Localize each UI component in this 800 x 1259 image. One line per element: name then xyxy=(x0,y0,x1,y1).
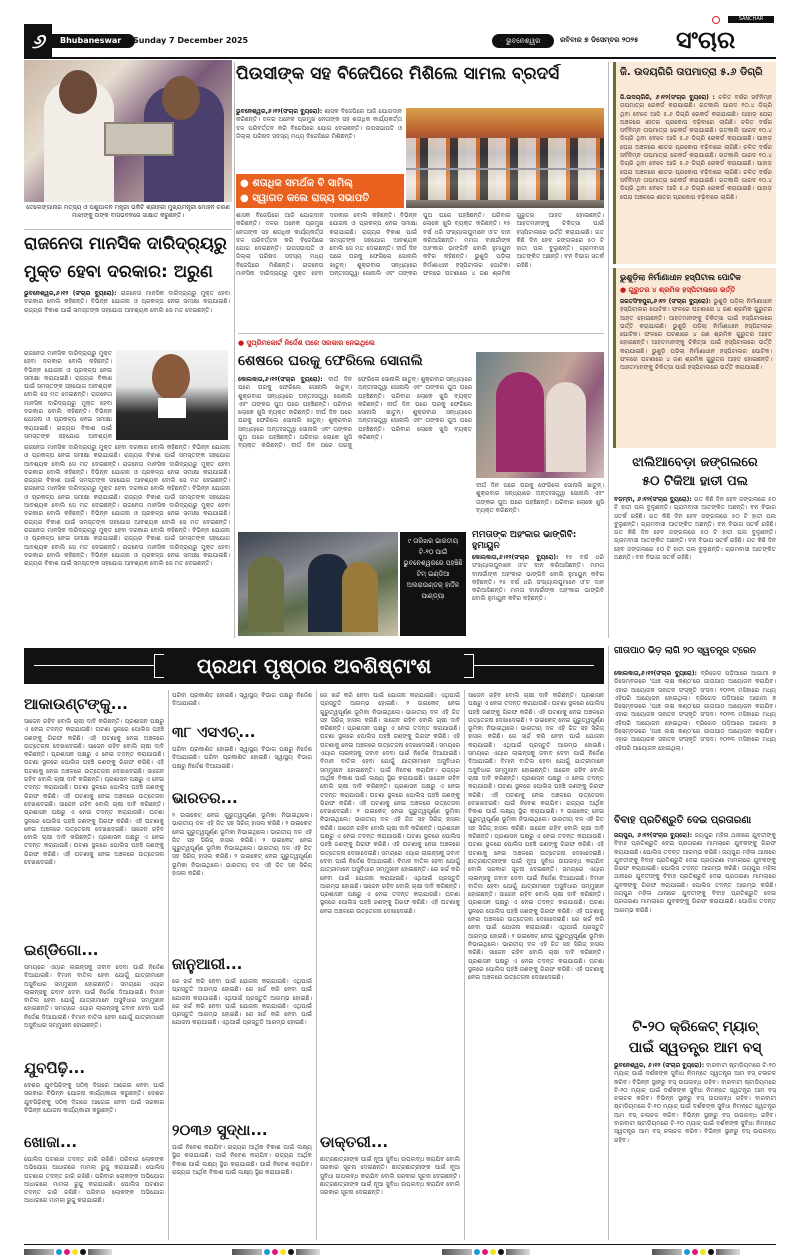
grayscale-swatch xyxy=(232,1249,262,1255)
story-text: ଗତ କିଛି ଦିନ ହେବ ଜଙ୍ଗଲରେ ୫୦ ଟି ହାତୀ ପଲ ବୁଲୁଛନ୍ତି। ଗ୍ରାମବାସୀ ଆତଙ୍କିତ ଅଛନ୍ତି। ବନ ବିଭାଗ ସତର୍କ ରହିଛି। xyxy=(516,228,604,269)
story-text: ଜୟପୁର ମହିଳା ଥାନାରେ ଯୁବତୀଙ୍କୁ ବିବାହ ପ୍ରତିଶ୍ରୁତି ଦେଇ ପ୍ରତାରଣା ମାମଲାରେ ଯୁବକଙ୍କୁ ଗିରଫ କରାଯାଇଛି। ପୋଲିସ ତଦନ୍ତ ଆରମ୍ଭ କରିଛି। xyxy=(614,890,776,914)
story-text: ରେ ଖର୍ଚ୍ଚ କରି ନେବା ପାଇଁ ଯୋଜନା କରାଯାଇଛି। ଏଥିପାଇଁ ପ୍ରସ୍ତୁତି ଆରମ୍ଭ ହୋଇଛି। xyxy=(172,978,312,994)
headline-elephants-line1: ଝାଲିଆବେଡ଼ା ଜଙ୍ଗଲରେ xyxy=(632,455,758,470)
headline-bjp: ପିଉସୀଙ୍କ ସହ ବିଜେପିରେ ମିଶିଲେ ସାମଲ ବ୍ରଦର୍ସ xyxy=(236,64,560,84)
column-rule xyxy=(464,690,465,1240)
story-text: ରାଜନେତା ମାନସିକ ଦାରିଦ୍ର୍ୟରୁ ମୁକ୍ତ ହେବା ଦରକାର ବୋଲି କହିଛନ୍ତି। ବିଭିନ୍ନ ଯୋଜନା ଓ ପ୍ରକଳ୍ପ ନେଇ ସମୀକ୍ଷା କରାଯାଇଛି। ରାଜ୍ୟର ବିକାଶ ପାଇଁ ସମସ୍ତଙ୍କ ସହଯୋଗ ଆବଶ୍ୟକ ବୋଲି ସେ ମତ ଦେଇଛନ୍ତି। xyxy=(24,290,230,314)
print-color-bar xyxy=(652,1248,740,1255)
story-text: ସମୟରେ ଏୟାର ଲାଇନ୍ସକୁ ଜବାବ ଦେବା ପାଇଁ ନିର୍ଦ୍ଦେଶ ଦିଆଯାଇଛି। ବିମାନ ବାତିଲ ହେବା ଯୋଗୁଁ ଯାତ୍ରୀମାନେ ଅସୁବିଧାର ସମ୍ମୁଖୀନ ହୋଇଛନ୍ତି। xyxy=(320,741,460,774)
story-text: ଦେଶର ଯୁବପିଢ଼ିଙ୍କୁ ସଠିକ୍ ଦିଗରେ ଆଗେଇ ନେବା ପାଇଁ ସରକାର ବିଭିନ୍ନ ଯୋଜନା କାର୍ଯ୍ୟକାରୀ କରୁଛନ୍ତି। xyxy=(24,1082,164,1098)
magenta-dot xyxy=(482,1249,488,1255)
story-mamata-body xyxy=(472,554,604,636)
story-text: ଦୀର୍ଘ ଦିନ ପରେ ଘରକୁ ଫେରିଲେ ସୋନାଲି ଖାତୁନ୍। ଶୁକ୍ରବାର ସନ୍ଧ୍ୟାରେ ଅନ୍ତଃସତ୍ତ୍ୱା ସୋନାଲି ଏବଂ ତାଙ୍କର ପୁଅ ଘରେ ପହଞ୍ଚିଛନ୍ତି। ପରିବାର ଲୋକେ ଖୁସି ବ୍ୟକ୍ତ କରିଛନ୍ତି। xyxy=(238,376,352,417)
photo-sonali xyxy=(476,352,604,478)
headline-arun-line2: ମୁକ୍ତ ହେବା ଦରକାର: ଅରୁଣ xyxy=(24,262,213,282)
story-text: ବ୍ରିଗେଡ ପଡ଼ିଆରେ ଆଗାମୀ ୭ ଡିସେମ୍ବରରେ 'ପାଞ୍ଚ ଲକ୍ଷ କଣ୍ଠ'ରେ ଗୀତାପାଠ ଆୟୋଜନ କରାଯିବ। ଏହାର ଆୟୋଜକ ସନାତନ ସଂସ୍କୃତି ସଂସଦ। ୨୦୨୩ ମସିହାରେ ମଧ୍ୟ ଏହିପରି ଆୟୋଜନ ହୋଇଥିଲା। xyxy=(614,694,776,727)
yellow-dot xyxy=(280,1249,286,1255)
headline-arun-line1: ରାଜନେତା ମାନସିକ ଦାରିଦ୍ର୍ୟରୁ xyxy=(24,234,227,254)
page-number: ୬ xyxy=(24,24,52,58)
story-text: ରେ ଖର୍ଚ୍ଚ କରି ନେବା ପାଇଁ ଯୋଜନା କରାଯାଇଛି। ଏଥିପାଇଁ ପ୍ରସ୍ତୁତି ଆରମ୍ଭ ହୋଇଛି। xyxy=(172,986,312,1002)
photo-caption-cricket: ୯ ତାରିଖର ଭାରତୀୟ ଟି-୨୦ ପାଇଁ ଭୁବନେଶ୍ୱରରେ ପହଞ୍ଚିଛି ଟିମ୍ ଇଣ୍ଡିଆ ଅଲରାଉଣ୍ଡର୍ ହାର୍ଦ୍ଦିକ ପାଣ୍ଡ୍ୟା xyxy=(400,532,466,636)
dateline: କୋଲକାତା,୬।୧୨(ସଂଚାର ବ୍ୟୁରୋ): xyxy=(472,554,559,561)
photo-figure xyxy=(496,372,544,472)
grayscale-swatch xyxy=(88,1249,112,1255)
dateline: ଭୁବନେଶ୍ୱର,୬।୧୨(ସଂଚାର ବ୍ୟୁରୋ): xyxy=(236,108,323,115)
continuation-body xyxy=(172,746,312,784)
continuation-body xyxy=(172,812,312,950)
headline-train: ଗୀତାପାଠ ଭିଡ଼ ଲାଗି ୨୦ ସ୍ୱତନ୍ତ୍ର ଟ୍ରେନ xyxy=(614,646,757,656)
headline-hospital: ଭୁଶୁଡ଼ିଲା ନିର୍ମାଣାଧୀନ ହସ୍ପିଟାଲ ପୋଟିକ xyxy=(620,273,741,282)
story-text: ପରିବା ପ୍ରକାଶିତ ହୋଇଛି। ସ୍ୱାସ୍ଥ୍ୟ ବିଭାଗ ପକ୍ଷରୁ ନିର୍ଦ୍ଦେଶ ଦିଆଯାଇଛି। xyxy=(172,692,312,708)
story-text: ପାଇଁ ନିବେଶ କରାଯିବ। ରାଜ୍ୟର ଆର୍ଥିକ ବିକାଶ ପାଇଁ ଲକ୍ଷ୍ୟ ସ୍ଥିର କରାଯାଇଛି। xyxy=(320,766,460,782)
story-t20-body xyxy=(614,1062,776,1238)
story-text: ଜୟପୁର ମହିଳା ଥାନାରେ ଯୁବତୀଙ୍କୁ ବିବାହ ପ୍ରତିଶ୍ରୁତି ଦେଇ ପ୍ରତାରଣା ମାମଲାରେ ଯୁବକଙ୍କୁ ଗିରଫ କରାଯାଇଛି। ପୋଲିସ ତଦନ୍ତ ଆରମ୍ଭ କରିଛି। xyxy=(614,832,776,856)
bullet-hospital: ● ଗୁରୁତର ୪ ଶ୍ରମିକ ହସ୍ପିଟାଲରେ ଭର୍ତ୍ତି xyxy=(620,286,736,294)
story-text: ରେ ଖର୍ଚ୍ଚ କରି ନେବା ପାଇଁ ଯୋଜନା କରାଯାଇଛି। ଏଥିପାଇଁ ପ୍ରସ୍ତୁତି ଆରମ୍ଭ ହୋଇଛି। xyxy=(468,733,604,749)
story-text: ରାଜନେତା ମାନସିକ ଦାରିଦ୍ର୍ୟରୁ ମୁକ୍ତ ହେବା ଦରକାର ବୋଲି କହିଛନ୍ତି। ବିଭିନ୍ନ ଯୋଜନା ଓ ପ୍ରକଳ୍ପ ନେଇ ସମୀକ୍ଷା କରାଯାଇଛି। ରାଜ୍ୟର ବିକାଶ ପାଇଁ ସମସ୍ତଙ୍କ ସହଯୋଗ ଆବଶ୍ୟକ ବୋଲି ସେ ମତ ଦେଇଛନ୍ତି। xyxy=(24,460,230,485)
story-text: ରାଜନେତା ମାନସିକ ଦାରିଦ୍ର୍ୟରୁ ମୁକ୍ତ ହେବା ଦରକାର ବୋଲି କହିଛନ୍ତି। ବିଭିନ୍ନ ଯୋଜନା ଓ ପ୍ରକଳ୍ପ ନେଇ ସମୀକ୍ଷା କରାଯାଇଛି। ରାଜ୍ୟର ବିକାଶ ପାଇଁ ସମସ୍ତଙ୍କ ସହଯୋଗ ଆବଶ୍ୟକ ବୋଲି ସେ ମତ ଦେଇଛନ୍ତି। xyxy=(24,350,112,399)
story-elephants-body xyxy=(614,496,776,636)
story-udayagiri-body xyxy=(620,94,772,260)
photo-caption: ତେଲେଙ୍ଗାନାର ମତ୍ସ୍ୟ ଓ ପଶୁପାଳନ ମନ୍ତ୍ରୀ ଭକିଟି ଶ୍ରୀହରୀ ମୁଖ୍ୟମନ୍ତ୍ରୀ ମୋହନ ଚରଣ ମାଝୀଙ୍କୁ ତାଙ୍କ ବାସଭବନରେ ସାକ୍ଷାତ କରୁଛନ୍ତି। xyxy=(26,204,230,219)
story-text: ୨ ଉଇକେଟ୍ ନେଇ ଗୁରୁତ୍ୱପୂର୍ଣ୍ଣ ଭୂମିକା ନିଭାଇଥିଲେ। ଭାରତୀୟ ଦଳ ଏହି ଜିତ ସହ ସିରିଜ୍ ହାସଲ କରିଛି। xyxy=(468,716,604,741)
story-text: ସମୟରେ ଏୟାର ଲାଇନ୍ସକୁ ଜବାବ ଦେବା ପାଇଁ ନିର୍ଦ୍ଦେଶ ଦିଆଯାଇଛି। ବିମାନ ବାତିଲ ହେବା ଯୋଗୁଁ ଯାତ୍ରୀମାନେ ଅସୁବିଧାର ସମ୍ମୁଖୀନ ହୋଇଛନ୍ତି। xyxy=(24,980,164,1013)
magenta-dot xyxy=(692,1249,698,1255)
story-hospital-body xyxy=(620,298,772,444)
continuation-body xyxy=(320,692,460,1126)
section-heading: ୨୦୩୬ ସୁଦ୍ଧା... xyxy=(172,1121,268,1139)
continuation-body xyxy=(24,1156,164,1240)
photo-hardik-arrival xyxy=(238,532,398,636)
continuation-body xyxy=(24,964,164,1054)
story-text: ଛାତ୍ରଛାତ୍ରୀଙ୍କ ପାଇଁ ନୂଆ ସୁବିଧା ଉପଲବ୍ଧ କରାଯିବ ବୋଲି ସରକାର ସୂଚନା ଦେଇଛନ୍ତି। xyxy=(320,1164,460,1180)
black-dot xyxy=(708,1249,714,1255)
story-text: ସାଜେନ ରହିବ ବୋଲି ଚାଷୀ ଦାବି କରିଛନ୍ତି। ପ୍ରଶାସନ ପକ୍ଷରୁ ଏ ନେଇ ତଦନ୍ତ କରାଯାଉଛି। ଘଟଣା ସ୍ଥଳରେ ପୋଲିସ ପହଞ୍ଚି ଜଣଙ୍କୁ ଗିରଫ କରିଛି। ଏହି ଘଟଣାକୁ ନେଇ ଅଞ୍ଚଳରେ ଉତ୍ତେଜନା ଦେଖାଦେଇଛି। xyxy=(468,891,604,924)
story-text: ବ୍ରିଗେଡ ପଡ଼ିଆରେ ଆଗାମୀ ୭ ଡିସେମ୍ବରରେ 'ପାଞ୍ଚ ଲକ୍ଷ କଣ୍ଠ'ରେ ଗୀତାପାଠ ଆୟୋଜନ କରାଯିବ। ଏହାର ଆୟୋଜକ ସନାତନ ସଂସ୍କୃତି ସଂସଦ। ୨୦୨୩ ମସିହାରେ ମଧ୍ୟ ଏହିପରି ଆୟୋଜନ ହୋଇଥିଲା। xyxy=(614,719,776,752)
logo-dot-icon xyxy=(712,16,720,24)
print-color-bar xyxy=(442,1248,530,1255)
story-text: ୨ ଉଇକେଟ୍ ନେଇ ଗୁରୁତ୍ୱପୂର୍ଣ୍ଣ ଭୂମିକା ନିଭାଇଥିଲେ। ଭାରତୀୟ ଦଳ ଏହି ଜିତ ସହ ସିରିଜ୍ ହାସଲ କରିଛି। xyxy=(320,808,460,832)
black-dot xyxy=(498,1249,504,1255)
story-text: ଚଳିତ ବର୍ଷର ସର୍ବନିମ୍ନ ତାପମାତ୍ରା ରେକର୍ଡ କରାଯାଇଛି। ଗତକାଲି ପାରଦ ୧୦.୪ ଡିଗ୍ରି ଥିବା ବେଳେ ଆଜି ୫.୬ ଡିଗ୍ରି ରେକର୍ଡ କରାଯାଇଛି। ପାହାଡ଼ ଘେରା ଅଞ୍ଚଳରେ ଶୀତର ପ୍ରକୋପ ବଢ଼ିବାରେ ଲାଗିଛି। xyxy=(620,168,772,201)
section-heading: ଇଣ୍ଡିଗୋ... xyxy=(24,941,99,959)
headline-sonali: ଶେଷରେ ଘରକୁ ଫେରିଲେ ସୋନାଲି xyxy=(238,353,423,369)
story-text: ୨ ଉଇକେଟ୍ ନେଇ ଗୁରୁତ୍ୱପୂର୍ଣ୍ଣ ଭୂମିକା ନିଭାଇଥିଲେ। ଭାରତୀୟ ଦଳ ଏହି ଜିତ ସହ ସିରିଜ୍ ହାସଲ କରିଛି। xyxy=(172,853,312,878)
logo-tagline: SANCHAR xyxy=(728,16,774,23)
story-text: ସାଜେନ ରହିବ ବୋଲି ଚାଷୀ ଦାବି କରିଛନ୍ତି। ପ୍ରଶାସନ ପକ୍ଷରୁ ଏ ନେଇ ତଦନ୍ତ କରାଯାଉଛି। ଘଟଣା ସ୍ଥଳରେ ପୋଲିସ ପହଞ୍ଚି ଜଣଙ୍କୁ ଗିରଫ କରିଛି। ଏହି ଘଟଣାକୁ ନେଇ ଅଞ୍ଚଳରେ ଉତ୍ତେଜନା ଦେଖାଦେଇଛି। xyxy=(468,692,604,724)
story-text: ୨ ଉଇକେଟ୍ ନେଇ ଗୁରୁତ୍ୱପୂର୍ଣ୍ଣ ଭୂମିକା ନିଭାଇଥିଲେ। ଭାରତୀୟ ଦଳ ଏହି ଜିତ ସହ ସିରିଜ୍ ହାସଲ କରିଛି। xyxy=(468,932,604,957)
grayscale-swatch xyxy=(296,1249,320,1255)
story-text: ସାଜେନ ରହିବ ବୋଲି ଚାଷୀ ଦାବି କରିଛନ୍ତି। ପ୍ରଶାସନ ପକ୍ଷରୁ ଏ ନେଇ ତଦନ୍ତ କରାଯାଉଛି। ଘଟଣା ସ୍ଥଳରେ ପୋଲିସ ପହଞ୍ଚି ଜଣଙ୍କୁ ଗିରଫ କରିଛି। ଏହି ଘଟଣାକୁ ନେଇ ଅଞ୍ଚଳରେ ଉତ୍ତେଜନା ଦେଖାଦେଇଛି। xyxy=(468,766,604,807)
column-rule xyxy=(608,646,609,1240)
story-text: ୨ ଉଇକେଟ୍ ନେଇ ଗୁରୁତ୍ୱପୂର୍ଣ୍ଣ ଭୂମିକା ନିଭାଇଥିଲେ। ଭାରତୀୟ ଦଳ ଏହି ଜିତ ସହ ସିରିଜ୍ ହାସଲ କରିଛି। xyxy=(320,700,460,724)
story-text: ପାଇଁ ନିବେଶ କରାଯିବ। ରାଜ୍ୟର ଆର୍ଥିକ ବିକାଶ ପାଇଁ ଲକ୍ଷ୍ୟ ସ୍ଥିର କରାଯାଇଛି। xyxy=(468,799,604,816)
story-text: ଭୁଶୁଡ଼ି ପଡ଼ିଲା ନିର୍ମାଣାଧୀନ ହସ୍ପିଟାଲର ପୋଟିକ। ଫଳରେ ଘଟଣାରେ ୪ ଜଣ ଶ୍ରମିକ ଗୁରୁତର ଆହତ ହୋଇଛନ୍ତି। ଆହତମାନଙ୍କୁ ଚିକିତ୍ସା ପାଇଁ ହସ୍ପିଟାଲରେ ଭର୍ତ୍ତି କରାଯାଇଛି। xyxy=(620,347,772,372)
print-color-bar xyxy=(24,1248,112,1255)
continuation-body xyxy=(24,718,164,934)
bullet-item: ● ଶତାଧିକ ସମର୍ଥକ ବି ସାମିଲ୍ xyxy=(240,178,353,189)
story-text: ୧୫ ବର୍ଷ ଧରି ସଂଖ୍ୟାଲଘୁମାନେ ଓ'ଟ ଦାନ କରିଆସିଛନ୍ତି। ମମତା ବାନାର୍ଜୀଙ୍କ ଅହଂକାର ଭାଙ୍ଗିବି ବୋଲି ହୁମାୟୁନ କବିର କହିଛନ୍ତି। xyxy=(423,220,511,261)
bullet-text: ଗୁରୁତର ୪ ଶ୍ରମିକ ହସ୍ପିଟାଲରେ ଭର୍ତ୍ତି xyxy=(628,286,736,294)
photo-crowd xyxy=(406,170,604,200)
story-text: ଚଳିତ ବର୍ଷର ସର୍ବନିମ୍ନ ତାପମାତ୍ରା ରେକର୍ଡ କରାଯାଇଛି। ଗତକାଲି ପାରଦ ୧୦.୪ ଡିଗ୍ରି ଥିବା ବେଳେ ଆଜି ୫.୬ ଡିଗ୍ରି ରେକର୍ଡ କରାଯାଇଛି। ପାହାଡ଼ ଘେରା ଅଞ୍ଚଳରେ ଶୀତର ପ୍ରକୋପ ବଢ଼ିବାରେ ଲାଗିଛି। xyxy=(620,94,772,126)
story-text: ଛାତ୍ରଛାତ୍ରୀଙ୍କ ପାଇଁ ନୂଆ ସୁବିଧା ଉପଲବ୍ଧ କରାଯିବ ବୋଲି ସରକାର ସୂଚନା ଦେଇଛନ୍ତି। xyxy=(468,857,604,874)
date-en: Sunday 7 December 2025 xyxy=(133,36,249,45)
story-text: ରେ ଖର୍ଚ୍ଚ କରି ନେବା ପାଇଁ ଯୋଜନା କରାଯାଇଛି। ଏଥିପାଇଁ ପ୍ରସ୍ତୁତି ଆରମ୍ଭ ହୋଇଛି। xyxy=(468,916,604,940)
story-train-body xyxy=(614,670,776,810)
story-text: ରାଜନେତା ମାନସିକ ଦାରିଦ୍ର୍ୟରୁ ମୁକ୍ତ ହେବା ଦରକାର ବୋଲି କହିଛନ୍ତି। ବିଭିନ୍ନ ଯୋଜନା ଓ ପ୍ରକଳ୍ପ ନେଇ ସମୀକ୍ଷା କରାଯାଇଛି। ରାଜ୍ୟର ବିକାଶ ପାଇଁ ସମସ୍ତଙ୍କ ସହଯୋଗ ଆବଶ୍ୟକ ବୋଲି ସେ ମତ ଦେଇଛନ୍ତି। xyxy=(24,502,230,526)
story-text: ରାଜନେତା ମାନସିକ ଦାରିଦ୍ର୍ୟରୁ ମୁକ୍ତ ହେବା ଦରକାର ବୋଲି କହିଛନ୍ତି। ବିଭିନ୍ନ ଯୋଜନା ଓ ପ୍ରକଳ୍ପ ନେଇ ସମୀକ୍ଷା କରାଯାଇଛି। ରାଜ୍ୟର ବିକାଶ ପାଇଁ ସମସ୍ତଙ୍କ ସହଯୋଗ ଆବଶ୍ୟକ ବୋଲି ସେ ମତ ଦେଇଛନ୍ତି। xyxy=(236,212,417,278)
headline-t20-line1: ଟି-୨୦ କ୍ରିକେଟ୍ ମ୍ୟାଚ୍ xyxy=(632,1019,758,1035)
story-text: ପାଇଁ ନିବେଶ କରାଯିବ। ରାଜ୍ୟର ଆର୍ଥିକ ବିକାଶ ପାଇଁ ଲକ୍ଷ୍ୟ ସ୍ଥିର କରାଯାଇଛି। xyxy=(172,1160,312,1176)
story-text: ରେ ଖର୍ଚ୍ଚ କରି ନେବା ପାଇଁ ଯୋଜନା କରାଯାଇଛି। ଏଥିପାଇଁ ପ୍ରସ୍ତୁତି ଆରମ୍ଭ ହୋଇଛି। xyxy=(320,692,460,708)
story-bjp-continued xyxy=(236,212,604,328)
bullet-text: ଶତାଧିକ ସମର୍ଥକ ବି ସାମିଲ୍ xyxy=(252,178,353,189)
bullet-text: ସ୍ୱାଗତ କଲେ ରାଜ୍ୟ ସଭାପତି xyxy=(252,193,370,204)
section-heading: ଯୁବପିଢ଼ି... xyxy=(24,1059,86,1077)
headline-elephants-line2: ୫୦ ଟିକିଆ ହାତୀ ପଲ xyxy=(642,474,748,489)
headline-wedding: ବିବାହ ପ୍ରତିଶ୍ରୁତି ଦେଇ ପ୍ରତାରଣା xyxy=(614,815,752,826)
photo-arun xyxy=(116,350,228,440)
continuation-body xyxy=(24,1082,164,1128)
story-text: ରାଜନେତା ମାନସିକ ଦାରିଦ୍ର୍ୟରୁ ମୁକ୍ତ ହେବା ଦରକାର ବୋଲି କହିଛନ୍ତି। ବିଭିନ୍ନ ଯୋଜନା ଓ ପ୍ରକଳ୍ପ ନେଇ ସମୀକ୍ଷା କରାଯାଇଛି। ରାଜ୍ୟର ବିକାଶ ପାଇଁ ସମସ୍ତଙ୍କ ସହଯୋଗ ଆବଶ୍ୟକ xyxy=(24,391,112,440)
story-text: ୨ ଉଇକେଟ୍ ନେଇ ଗୁରୁତ୍ୱପୂର୍ଣ୍ଣ ଭୂମିକା ନିଭାଇଥିଲେ। ଭାରତୀୟ ଦଳ ଏହି ଜିତ ସହ ସିରିଜ୍ ହାସଲ କରିଛି। xyxy=(172,836,312,861)
banner-bracket xyxy=(464,654,474,678)
banner-rule xyxy=(34,665,154,666)
print-color-bar xyxy=(232,1248,320,1255)
story-text: ଚଳିତ ବର୍ଷର ସର୍ବନିମ୍ନ ତାପମାତ୍ରା ରେକର୍ଡ କରାଯାଇଛି। ଗତକାଲି ପାରଦ ୧୦.୪ ଡିଗ୍ରି ଥିବା ବେଳେ ଆଜି ୫.୬ ଡିଗ୍ରି ରେକର୍ଡ କରାଯାଇଛି। ପାହାଡ଼ ଘେରା ଅଞ୍ଚଳରେ ଶୀତର ପ୍ରକୋପ ବଢ଼ିବାରେ ଲାଗିଛି। xyxy=(620,143,772,176)
story-text: ଛାତ୍ରଛାତ୍ରୀଙ୍କ ପାଇଁ ନୂଆ ସୁବିଧା ଉପଲବ୍ଧ କରାଯିବ ବୋଲି ସରକାର ସୂଚନା ଦେଇଛନ୍ତି। xyxy=(320,1156,460,1172)
story-text: ସାଜେନ ରହିବ ବୋଲି ଚାଷୀ ଦାବି କରିଛନ୍ତି। ପ୍ରଶାସନ ପକ୍ଷରୁ ଏ ନେଇ ତଦନ୍ତ କରାଯାଉଛି। ଘଟଣା ସ୍ଥଳରେ ପୋଲିସ ପହଞ୍ଚି ଜଣଙ୍କୁ ଗିରଫ କରିଛି। ଏହି ଘଟଣାକୁ ନେଇ ଅଞ୍ଚଳରେ ଉତ୍ତେଜନା ଦେଖାଦେଇଛି। xyxy=(24,718,164,750)
black-dot xyxy=(80,1249,86,1255)
story-text: ଦୀର୍ଘ ଦିନ ପରେ ଘରକୁ ଫେରିଲେ ସୋନାଲି ଖାତୁନ୍। ଶୁକ୍ରବାର ସନ୍ଧ୍ୟାରେ ଅନ୍ତଃସତ୍ତ୍ୱା ସୋନାଲି ଏବଂ ତାଙ୍କର ପୁଅ ଘରେ ପହଞ୍ଚିଛନ୍ତି। ପରିବାର ଲୋକେ ଖୁସି ବ୍ୟକ୍ତ କରିଛନ୍ତି। xyxy=(329,212,511,278)
cyan-dot xyxy=(264,1249,270,1255)
story-arun-body xyxy=(24,290,230,348)
story-text: ସାଜେନ ରହିବ ବୋଲି ଚାଷୀ ଦାବି କରିଛନ୍ତି। ପ୍ରଶାସନ ପକ୍ଷରୁ ଏ ନେଇ ତଦନ୍ତ କରାଯାଉଛି। ଘଟଣା ସ୍ଥଳରେ ପୋଲିସ ପହଞ୍ଚି ଜଣଙ୍କୁ ଗିରଫ କରିଛି। ଏହି ଘଟଣାକୁ ନେଇ ଅଞ୍ଚଳରେ ଉତ୍ତେଜନା ଦେଖାଦେଇଛି। xyxy=(320,716,460,749)
dateline: ଭୁବନେଶ୍ୱର,୬।୧୨ (ସଂଚାର ବ୍ୟୁରୋ): xyxy=(24,290,117,297)
dateline: କୋଲକାତା,୬।୧୨(ସଂଚାର ବ୍ୟୁରୋ): xyxy=(238,376,323,383)
story-text: ଗତ କିଛି ଦିନ ହେବ ଜଙ୍ଗଲରେ ୫୦ ଟି ହାତୀ ପଲ ବୁଲୁଛନ୍ତି। ଗ୍ରାମବାସୀ ଆତଙ୍କିତ ଅଛନ୍ତି। ବନ ବିଭାଗ ସତର୍କ ରହିଛି। xyxy=(614,537,776,562)
story-arun-body-2 xyxy=(24,350,112,440)
story-arun-body-3 xyxy=(24,444,230,634)
banner-rule xyxy=(474,665,594,666)
black-dot xyxy=(288,1249,294,1255)
section-heading: ଜାନୁଆରୀ... xyxy=(172,955,243,973)
story-text: ପୋଲିସ ଘଟଣାର ତଦନ୍ତ ଜାରି ରଖିଛି। ପରିବାର ଲୋକଙ୍କ ଅଭିଯୋଗ ଆଧାରରେ ମାମଲା ରୁଜୁ କରାଯାଇଛି। xyxy=(24,1156,164,1172)
story-text: ପାଇଁ ନିବେଶ କରାଯିବ। ରାଜ୍ୟର ଆର୍ଥିକ ବିକାଶ ପାଇଁ ଲକ୍ଷ୍ୟ ସ୍ଥିର କରାଯାଇଛି। xyxy=(172,1152,312,1168)
photo-bjp-joining xyxy=(406,108,604,208)
headline-mamata: ମମତାଙ୍କ ଅହଂକାର ଭାଙ୍ଗିବି: ହୁମାୟୁନ xyxy=(472,530,577,551)
highlight-box xyxy=(236,174,404,208)
grayscale-swatch xyxy=(24,1249,54,1255)
story-text: ୨ ଉଇକେଟ୍ ନେଇ ଗୁରୁତ୍ୱପୂର୍ଣ୍ଣ ଭୂମିକା ନିଭାଇଥିଲେ। ଭାରତୀୟ ଦଳ ଏହି ଜିତ ସହ ସିରିଜ୍ ହାସଲ କରିଛି। xyxy=(172,820,312,844)
story-text: ଛାତ୍ରଛାତ୍ରୀଙ୍କ ପାଇଁ ନୂଆ ସୁବିଧା ଉପଲବ୍ଧ କରାଯିବ ବୋଲି ସରକାର ସୂଚନା ଦେଇଛନ୍ତି। xyxy=(320,1180,460,1197)
story-text: ରାଜନେତା ମାନସିକ ଦାରିଦ୍ର୍ୟରୁ ମୁକ୍ତ ହେବା ଦରକାର ବୋଲି କହିଛନ୍ତି। ବିଭିନ୍ନ ଯୋଜନା ଓ ପ୍ରକଳ୍ପ ନେଇ ସମୀକ୍ଷା କରାଯାଇଛି। ରାଜ୍ୟର ବିକାଶ ପାଇଁ ସମସ୍ତଙ୍କ ସହଯୋଗ ଆବଶ୍ୟକ ବୋଲି ସେ ମତ ଦେଇଛନ୍ତି। xyxy=(24,543,230,568)
story-text: ସାଜେନ ରହିବ ବୋଲି ଚାଷୀ ଦାବି କରିଛନ୍ତି। ପ୍ରଶାସନ ପକ୍ଷରୁ ଏ ନେଇ ତଦନ୍ତ କରାଯାଉଛି। ଘଟଣା ସ୍ଥଳରେ ପୋଲିସ ପହଞ୍ଚି ଜଣଙ୍କୁ ଗିରଫ କରିଛି। ଏହି ଘଟଣାକୁ ନେଇ ଅଞ୍ଚଳରେ ଉତ୍ତେଜନା ଦେଖାଦେଇଛି। xyxy=(24,767,164,808)
story-text: ଦୀର୍ଘ ଦିନ ପରେ ଘରକୁ ଫେରିଲେ ସୋନାଲି ଖାତୁନ୍। ଶୁକ୍ରବାର ସନ୍ଧ୍ୟାରେ ଅନ୍ତଃସତ୍ତ୍ୱା ସୋନାଲି ଏବଂ ତାଙ୍କର ପୁଅ ଘରେ ପହଞ୍ଚିଛନ୍ତି। ପରିବାର ଲୋକେ ଖୁସି ବ୍ୟକ୍ତ କରିଛନ୍ତି। xyxy=(476,482,604,514)
photo-crowd xyxy=(406,138,604,168)
story-text: ଭୁଶୁଡ଼ି ପଡ଼ିଲା ନିର୍ମାଣାଧୀନ ହସ୍ପିଟାଲର ପୋଟିକ। ଫଳରେ ଘଟଣାରେ ୪ ଜଣ ଶ୍ରମିକ ଗୁରୁତର ଆହତ ହୋଇଛନ୍ତି। ଆହତମାନଙ୍କୁ ଚିକିତ୍ସା ପାଇଁ ହସ୍ପିଟାଲରେ ଭର୍ତ୍ତି କରାଯାଇଛି। xyxy=(620,298,772,330)
story-sonali-body xyxy=(238,376,472,526)
story-text: ଶାସକ ବିଜେପିରେ ଆଜି ଯୋଗଦାନ କରିଛନ୍ତି। ଦଳର ଅନେକ ପ୍ରମୁଖ ନେତାଙ୍କ ସହ ଶତାଧିକ କାର୍ଯ୍ୟକର୍ତ୍ତା ଦଳ ପରିବର୍ତ୍ତନ କରି ବିଜେପିରେ ଯୋଗ ଦେଇଛନ୍ତି। ଉପସଭାପତି ଓ ଜିଲ୍ଲା ପରିଷଦ ସଦସ୍ୟ ମଧ୍ୟ ବିଜେପିରେ ମିଶିଛନ୍ତି। xyxy=(236,108,402,140)
story-text: ସାଜେନ ରହିବ ବୋଲି ଚାଷୀ ଦାବି କରିଛନ୍ତି। ପ୍ରଶାସନ ପକ୍ଷରୁ ଏ ନେଇ ତଦନ୍ତ କରାଯାଉଛି। ଘଟଣା ସ୍ଥଳରେ ପୋଲିସ ପହଞ୍ଚି ଜଣଙ୍କୁ ଗିରଫ କରିଛି। ଏହି ଘଟଣାକୁ ନେଇ ଅଞ୍ଚଳରେ ଉତ୍ତେଜନା ଦେଖାଦେଇଛି। xyxy=(24,825,164,867)
yellow-dot xyxy=(490,1249,496,1255)
column-rule xyxy=(168,690,169,1240)
story-text: ୧୫ ବର୍ଷ ଧରି ସଂଖ୍ୟାଲଘୁମାନେ ଓ'ଟ ଦାନ କରିଆସିଛନ୍ତି। ମମତା ବାନାର୍ଜୀଙ୍କ ଅହଂକାର ଭାଙ୍ଗିବି ବୋଲି ହୁମାୟୁନ କବିର କହିଛନ୍ତି। xyxy=(472,554,604,586)
dateline: ଜୟପୁର, ୬।୧୨(ସଂଚାର ବ୍ୟୁରୋ): xyxy=(614,832,693,839)
story-text: ଦେଶର ଯୁବପିଢ଼ିଙ୍କୁ ସଠିକ୍ ଦିଗରେ ଆଗେଇ ନେବା ପାଇଁ ସରକାର ବିଭିନ୍ନ ଯୋଜନା କାର୍ଯ୍ୟକାରୀ କରୁଛନ୍ତି। xyxy=(24,1090,164,1114)
story-text: ରେ ଖର୍ଚ୍ଚ କରି ନେବା ପାଇଁ ଯୋଜନା କରାଯାଇଛି। ଏଥିପାଇଁ ପ୍ରସ୍ତୁତି ଆରମ୍ଭ ହୋଇଛି। xyxy=(320,866,460,890)
section-heading: ଭାରତର... xyxy=(172,789,238,807)
story-text: ଗତ କିଛି ଦିନ ହେବ ଜଙ୍ଗଲରେ ୫୦ ଟି ହାତୀ ପଲ ବୁଲୁଛନ୍ତି। ଗ୍ରାମବାସୀ ଆତଙ୍କିତ ଅଛନ୍ତି। ବନ ବିଭାଗ ସତର୍କ ରହିଛି। xyxy=(614,529,776,545)
city-label-or: ଭୁବନେଶ୍ୱର xyxy=(492,34,554,48)
story-text: ସାଜେନ ରହିବ ବୋଲି ଚାଷୀ ଦାବି କରିଛନ୍ତି। ପ୍ରଶାସନ ପକ୍ଷରୁ ଏ ନେଇ ତଦନ୍ତ କରାଯାଉଛି। ଘଟଣା ସ୍ଥଳରେ ପୋଲିସ ପହଞ୍ଚି ଜଣଙ୍କୁ ଗିରଫ କରିଛି। ଏହି ଘଟଣାକୁ ନେଇ ଅଞ୍ଚଳରେ ଉତ୍ତେଜନା ଦେଖାଦେଇଛି। xyxy=(24,800,164,833)
story-text: ରାଜନେତା ମାନସିକ ଦାରିଦ୍ର୍ୟରୁ ମୁକ୍ତ ହେବା ଦରକାର ବୋଲି କହିଛନ୍ତି। ବିଭିନ୍ନ ଯୋଜନା ଓ ପ୍ରକଳ୍ପ ନେଇ ସମୀକ୍ଷା କରାଯାଇଛି। ରାଜ୍ୟର ବିକାଶ ପାଇଁ ସମସ୍ତଙ୍କ ସହଯୋଗ ଆବଶ୍ୟକ ବୋଲି ସେ ମତ ଦେଇଛନ୍ତି। xyxy=(24,526,230,551)
story-text: ଗତ କିଛି ଦିନ ହେବ ଜଙ୍ଗଲରେ ୫୦ ଟି ହାତୀ ପଲ ବୁଲୁଛନ୍ତି। ଗ୍ରାମବାସୀ ଆତଙ୍କିତ ଅଛନ୍ତି। ବନ ବିଭାଗ ସତର୍କ ରହିଛି। xyxy=(614,496,776,520)
divider xyxy=(238,333,604,334)
story-text: ବାରବାଟୀ ଷ୍ଟାଡିୟମରେ ଟି-୨୦ ମ୍ୟାଚ୍ ପାଇଁ ଦର୍ଶକଙ୍କ ସୁବିଧା ନିମନ୍ତେ ସ୍ୱତନ୍ତ୍ର ଆମ ବସ୍ ଚଳାଚଳ କରିବ। ବିଭିନ୍ନ ସ୍ଥାନରୁ ବସ୍ ଉପଲବ୍ଧ ରହିବ। xyxy=(614,1078,776,1103)
continuation-body xyxy=(468,692,604,1238)
story-text: ୨ ଉଇକେଟ୍ ନେଇ ଗୁରୁତ୍ୱପୂର୍ଣ୍ଣ ଭୂମିକା ନିଭାଇଥିଲେ। ଭାରତୀୟ ଦଳ ଏହି ଜିତ ସହ ସିରିଜ୍ ହାସଲ କରିଛି। xyxy=(172,812,312,828)
headline-t20-line2: ପାଇଁ ସ୍ୱତନ୍ତ୍ର ଆମ ବସ୍ xyxy=(628,1040,762,1056)
grayscale-swatch xyxy=(442,1249,472,1255)
story-text: ପୋଲିସ ଘଟଣାର ତଦନ୍ତ ଜାରି ରଖିଛି। ପରିବାର ଲୋକଙ୍କ ଅଭିଯୋଗ ଆଧାରରେ ମାମଲା ରୁଜୁ କରାଯାଇଛି। xyxy=(24,1180,164,1205)
continuation-body xyxy=(172,1144,312,1240)
story-text: ରାଜନେତା ମାନସିକ ଦାରିଦ୍ର୍ୟରୁ ମୁକ୍ତ ହେବା ଦରକାର ବୋଲି କହିଛନ୍ତି। ବିଭିନ୍ନ ଯୋଜନା ଓ ପ୍ରକଳ୍ପ ନେଇ ସମୀକ୍ଷା କରାଯାଇଛି। ରାଜ୍ୟର ବିକାଶ ପାଇଁ ସମସ୍ତଙ୍କ ସହଯୋଗ ଆବଶ୍ୟକ ବୋଲି ସେ ମତ ଦେଇଛନ୍ତି। xyxy=(24,485,230,510)
column-rule xyxy=(316,690,317,1240)
cyan-dot xyxy=(474,1249,480,1255)
kicker-sonali: ● ସୁପ୍ରିମକୋର୍ଟ ନିର୍ଦ୍ଦେଶ ପରେ ସରକାର ନେଇଥିଲେ xyxy=(238,339,375,347)
story-text: ସାଜେନ ରହିବ ବୋଲି ଚାଷୀ ଦାବି କରିଛନ୍ତି। ପ୍ରଶାସନ ପକ୍ଷରୁ ଏ ନେଇ ତଦନ୍ତ କରାଯାଉଛି। ଘଟଣା ସ୍ଥଳରେ ପୋଲିସ ପହଞ୍ଚି ଜଣଙ୍କୁ ଗିରଫ କରିଛି। ଏହି ଘଟଣାକୁ ନେଇ ଅଞ୍ଚଳରେ ଉତ୍ତେଜନା ଦେଖାଦେଇଛି। xyxy=(468,824,604,857)
story-text: ସାଜେନ ରହିବ ବୋଲି ଚାଷୀ ଦାବି କରିଛନ୍ତି। ପ୍ରଶାସନ ପକ୍ଷରୁ ଏ ନେଇ ତଦନ୍ତ କରାଯାଉଛି। ଘଟଣା ସ୍ଥଳରେ ପୋଲିସ ପହଞ୍ଚି ଜଣଙ୍କୁ ଗିରଫ କରିଛି। ଏହି ଘଟଣାକୁ ନେଇ ଅଞ୍ଚଳରେ ଉତ୍ତେଜନା ଦେଖାଦେଇଛି। xyxy=(24,742,164,775)
kicker-text: ସୁପ୍ରିମକୋର୍ଟ ନିର୍ଦ୍ଦେଶ ପରେ ସରକାର ନେଇଥିଲେ xyxy=(246,339,375,347)
story-text: ଗତ କିଛି ଦିନ ହେବ ଜଙ୍ଗଲରେ ୫୦ ଟି ହାତୀ ପଲ ବୁଲୁଛନ୍ତି। ଗ୍ରାମବାସୀ ଆତଙ୍କିତ ଅଛନ୍ତି। ବନ ବିଭାଗ ସତର୍କ ରହିଛି। xyxy=(614,512,776,528)
dateline: ଜି.ଉଦୟଗିରି, ୬।୧୨(ସଂଚାର ବ୍ୟୁରୋ) : xyxy=(620,94,715,101)
story-text: ଜୟପୁର ମହିଳା ଥାନାରେ ଯୁବତୀଙ୍କୁ ବିବାହ ପ୍ରତିଶ୍ରୁତି ଦେଇ ପ୍ରତାରଣା ମାମଲାରେ ଯୁବକଙ୍କୁ ଗିରଫ କରାଯାଇଛି। ପୋଲିସ ତଦନ୍ତ ଆରମ୍ଭ କରିଛି। xyxy=(614,865,776,889)
dateline: ବଡ଼ମ୍ବା, ୬।୧୨(ସଂଚାର ବ୍ୟୁରୋ): xyxy=(614,496,692,503)
story-text: ୨ ଉଇକେଟ୍ ନେଇ ଗୁରୁତ୍ୱପୂର୍ଣ୍ଣ ଭୂମିକା ନିଭାଇଥିଲେ। ଭାରତୀୟ ଦଳ ଏହି ଜିତ ସହ ସିରିଜ୍ ହାସଲ କରିଛି। xyxy=(468,808,604,832)
story-text: ଜୟପୁର ମହିଳା ଥାନାରେ ଯୁବତୀଙ୍କୁ ବିବାହ ପ୍ରତିଶ୍ରୁତି ଦେଇ ପ୍ରତାରଣା ମାମଲାରେ ଯୁବକଙ୍କୁ ଗିରଫ କରାଯାଇଛି। ପୋଲିସ ତଦନ୍ତ ଆରମ୍ଭ କରିଛି। xyxy=(614,848,776,873)
dateline: ଭୁବନେଶ୍ୱର, ୬।୧୨ (ସଂଚାର ବ୍ୟୁରୋ): xyxy=(614,1062,705,1069)
story-text: ଦୀର୍ଘ ଦିନ ପରେ ଘରକୁ ଫେରିଲେ ସୋନାଲି ଖାତୁନ୍। ଶୁକ୍ରବାର ସନ୍ଧ୍ୟାରେ ଅନ୍ତଃସତ୍ତ୍ୱା ସୋନାଲି ଏବଂ ତାଙ୍କର ପୁଅ ଘରେ ପହଞ୍ଚିଛନ୍ତି। ପରିବାର ଲୋକେ ଖୁସି ବ୍ୟକ୍ତ କରିଛନ୍ତି। xyxy=(291,376,472,450)
story-text: ସମୟରେ ଏୟାର ଲାଇନ୍ସକୁ ଜବାବ ଦେବା ପାଇଁ ନିର୍ଦ୍ଦେଶ ଦିଆଯାଇଛି। ବିମାନ ବାତିଲ ହେବା ଯୋଗୁଁ ଯାତ୍ରୀମାନେ ଅସୁବିଧାର ସମ୍ମୁଖୀନ ହୋଇଛନ୍ତି। xyxy=(24,1005,164,1030)
yellow-dot xyxy=(72,1249,78,1255)
masthead xyxy=(0,0,800,58)
photo-collar xyxy=(158,398,186,418)
bullet-item: ● ସ୍ୱାଗତ କଲେ ରାଜ୍ୟ ସଭାପତି xyxy=(240,193,370,204)
story-text: ସାଜେନ ରହିବ ବୋଲି ଚାଷୀ ଦାବି କରିଛନ୍ତି। ପ୍ରଶାସନ ପକ୍ଷରୁ ଏ ନେଇ ତଦନ୍ତ କରାଯାଉଛି। ଘଟଣା ସ୍ଥଳରେ ପୋଲିସ ପହଞ୍ଚି ଜଣଙ୍କୁ ଗିରଫ କରିଛି। ଏହି ଘଟଣାକୁ ନେଇ ଅଞ୍ଚଳରେ ଉତ୍ତେଜନା ଦେଖାଦେଇଛି। xyxy=(320,774,460,816)
story-text: ଦୀର୍ଘ ଦିନ ପରେ ଘରକୁ ଫେରିଲେ ସୋନାଲି ଖାତୁନ୍। ଶୁକ୍ରବାର ସନ୍ଧ୍ୟାରେ ଅନ୍ତଃସତ୍ତ୍ୱା ସୋନାଲି ଏବଂ ତାଙ୍କର ପୁଅ ଘରେ ପହଞ୍ଚିଛନ୍ତି। ପରିବାର ଲୋକେ ଖୁସି ବ୍ୟକ୍ତ କରିଛନ୍ତି। xyxy=(238,409,352,450)
magenta-dot xyxy=(272,1249,278,1255)
section-heading: ଡାକ୍ତରୀ... xyxy=(320,1133,389,1151)
story-bjp-body xyxy=(236,108,402,172)
section-heading: ୩୮ ଏସଏଚ୍... xyxy=(172,723,256,741)
story-text: ସମୟରେ ଏୟାର ଲାଇନ୍ସକୁ ଜବାବ ଦେବା ପାଇଁ ନିର୍ଦ୍ଦେଶ ଦିଆଯାଇଛି। ବିମାନ ବାତିଲ ହେବା ଯୋଗୁଁ ଯାତ୍ରୀମାନେ ଅସୁବିଧାର ସମ୍ମୁଖୀନ ହୋଇଛନ୍ତି। xyxy=(320,849,460,874)
story-text: ବାରବାଟୀ ଷ୍ଟାଡିୟମରେ ଟି-୨୦ ମ୍ୟାଚ୍ ପାଇଁ ଦର୍ଶକଙ୍କ ସୁବିଧା ନିମନ୍ତେ ସ୍ୱତନ୍ତ୍ର ଆମ ବସ୍ ଚଳାଚଳ କରିବ। ବିଭିନ୍ନ ସ୍ଥାନରୁ ବସ୍ ଉପଲବ୍ଧ ରହିବ। xyxy=(614,1120,776,1144)
story-text: ପରିବା ପ୍ରକାଶିତ ହୋଇଛି। ସ୍ୱାସ୍ଥ୍ୟ ବିଭାଗ ପକ୍ଷରୁ ନିର୍ଦ୍ଦେଶ ଦିଆଯାଇଛି। xyxy=(172,746,312,762)
photo-ministers-meeting xyxy=(24,60,232,202)
story-text: ଭୁଶୁଡ଼ି ପଡ଼ିଲା ନିର୍ମାଣାଧୀନ ହସ୍ପିଟାଲର ପୋଟିକ। ଫଳରେ ଘଟଣାରେ ୪ ଜଣ ଶ୍ରମିକ ଗୁରୁତର ଆହତ ହୋଇଛନ୍ତି। ଆହତମାନଙ୍କୁ ଚିକିତ୍ସା ପାଇଁ ହସ୍ପିଟାଲରେ ଭର୍ତ୍ତି କରାଯାଇଛି। xyxy=(620,322,772,355)
story-text: ଦୀର୍ଘ ଦିନ ପରେ ଘରକୁ ଫେରିଲେ ସୋନାଲି ଖାତୁନ୍। ଶୁକ୍ରବାର ସନ୍ଧ୍ୟାରେ ଅନ୍ତଃସତ୍ତ୍ୱା ସୋନାଲି ଏବଂ ତାଙ୍କର ପୁଅ ଘରେ ପହଞ୍ଚିଛନ୍ତି। ପରିବାର ଲୋକେ ଖୁସି ବ୍ୟକ୍ତ କରିଛନ୍ତି। xyxy=(358,400,472,442)
continuation-body xyxy=(172,692,312,717)
headline-udayagiri: ଜି. ଉଦୟଗିରି ତାପମାତ୍ରା ୫.୬ ଡିଗ୍ରି xyxy=(620,67,763,78)
story-text: ସାଜେନ ରହିବ ବୋଲି ଚାଷୀ ଦାବି କରିଛନ୍ତି। ପ୍ରଶାସନ ପକ୍ଷରୁ ଏ ନେଇ ତଦନ୍ତ କରାଯାଉଛି। ଘଟଣା ସ୍ଥଳରେ ପୋଲିସ ପହଞ୍ଚି ଜଣଙ୍କୁ ଗିରଫ କରିଛି। ଏହି ଘଟଣାକୁ ନେଇ ଅଞ୍ଚଳରେ ଉତ୍ତେଜନା ଦେଖାଦେଇଛି। xyxy=(468,949,604,982)
column-rule xyxy=(608,62,609,638)
grayscale-swatch xyxy=(506,1249,530,1255)
story-text: ଭୁଶୁଡ଼ି ପଡ଼ିଲା ନିର୍ମାଣାଧୀନ ହସ୍ପିଟାଲର ପୋଟିକ। ଫଳରେ ଘଟଣାରେ ୪ ଜଣ ଶ୍ରମିକ ଗୁରୁତର ଆହତ ହୋଇଛନ୍ତି। ଆହତମାନଙ୍କୁ ଚିକିତ୍ସା ପାଇଁ ହସ୍ପିଟାଲରେ ଭର୍ତ୍ତି କରାଯାଇଛି। xyxy=(423,212,604,278)
story-text: ସାଜେନ ରହିବ ବୋଲି ଚାଷୀ ଦାବି କରିଛନ୍ତି। ପ୍ରଶାସନ ପକ୍ଷରୁ ଏ ନେଇ ତଦନ୍ତ କରାଯାଉଛି। ଘଟଣା ସ୍ଥଳରେ ପୋଲିସ ପହଞ୍ଚି ଜଣଙ୍କୁ ଗିରଫ କରିଛି। ଏହି ଘଟଣାକୁ ନେଇ ଅଞ୍ଚଳରେ ଉତ୍ତେଜନା ଦେଖାଦେଇଛି। xyxy=(320,882,460,915)
continuation-banner xyxy=(24,648,604,684)
newspaper-logo: ସଂଚାର xyxy=(676,26,736,54)
story-text: ସମୟରେ ଏୟାର ଲାଇନ୍ସକୁ ଜବାବ ଦେବା ପାଇଁ ନିର୍ଦ୍ଦେଶ ଦିଆଯାଇଛି। ବିମାନ ବାତିଲ ହେବା ଯୋଗୁଁ ଯାତ୍ରୀମାନେ ଅସୁବିଧାର ସମ୍ମୁଖୀନ ହୋଇଛନ୍ତି। xyxy=(468,866,604,899)
photo-figure xyxy=(162,76,200,120)
continuation-body xyxy=(172,978,312,1116)
story-text: ଚଳିତ ବର୍ଷର ସର୍ବନିମ୍ନ ତାପମାତ୍ରା ରେକର୍ଡ କରାଯାଇଛି। ଗତକାଲି ପାରଦ ୧୦.୪ ଡିଗ୍ରି ଥିବା ବେଳେ ଆଜି ୫.୬ ଡିଗ୍ରି ରେକର୍ଡ କରାଯାଇଛି। ପାହାଡ଼ ଘେରା ଅଞ୍ଚଳରେ ଶୀତର ପ୍ରକୋପ ବଢ଼ିବାରେ ଲାଗିଛି। xyxy=(620,118,772,151)
story-wedding-body xyxy=(614,832,776,1014)
cyan-dot xyxy=(56,1249,62,1255)
story-text: ବାରବାଟୀ ଷ୍ଟାଡିୟମରେ ଟି-୨୦ ମ୍ୟାଚ୍ ପାଇଁ ଦର୍ଶକଙ୍କ ସୁବିଧା ନିମନ୍ତେ ସ୍ୱତନ୍ତ୍ର ଆମ ବସ୍ ଚଳାଚଳ କରିବ। ବିଭିନ୍ନ ସ୍ଥାନରୁ ବସ୍ ଉପଲବ୍ଧ ରହିବ। xyxy=(614,1062,776,1086)
story-text: ସମୟରେ ଏୟାର ଲାଇନ୍ସକୁ ଜବାବ ଦେବା ପାଇଁ ନିର୍ଦ୍ଦେଶ ଦିଆଯାଇଛି। ବିମାନ ବାତିଲ ହେବା ଯୋଗୁଁ ଯାତ୍ରୀମାନେ ଅସୁବିଧାର ସମ୍ମୁଖୀନ ହୋଇଛନ୍ତି। xyxy=(468,750,604,774)
story-text: ସମୟରେ ଏୟାର ଲାଇନ୍ସକୁ ଜବାବ ଦେବା ପାଇଁ ନିର୍ଦ୍ଦେଶ ଦିଆଯାଇଛି। ବିମାନ ବାତିଲ ହେବା ଯୋଗୁଁ ଯାତ୍ରୀମାନେ ଅସୁବିଧାର ସମ୍ମୁଖୀନ ହୋଇଛନ୍ତି। xyxy=(24,964,164,988)
story-text: ପରିବା ପ୍ରକାଶିତ ହୋଇଛି। ସ୍ୱାସ୍ଥ୍ୟ ବିଭାଗ ପକ୍ଷରୁ ନିର୍ଦ୍ଦେଶ ଦିଆଯାଇଛି। xyxy=(172,754,312,770)
photo-figure xyxy=(248,556,284,632)
footer-rule xyxy=(24,1244,776,1245)
city-label-en: Bhubaneswar xyxy=(52,34,135,48)
yellow-dot xyxy=(700,1249,706,1255)
banner-title: ପ୍ରଥମ ପୃଷ୍ଠାର ଅବଶିଷ୍ଟାଂଶ xyxy=(196,654,432,678)
story-text: ଶାସକ ବିଜେପିରେ ଆଜି ଯୋଗଦାନ କରିଛନ୍ତି। ଦଳର ଅନେକ ପ୍ରମୁଖ ନେତାଙ୍କ ସହ ଶତାଧିକ କାର୍ଯ୍ୟକର୍ତ୍ତା ଦଳ ପରିବର୍ତ୍ତନ କରି ବିଜେପିରେ ଯୋଗ ଦେଇଛନ୍ତି। ଉପସଭାପତି ଓ ଜିଲ୍ଲା ପରିଷଦ ସଦସ୍ୟ ମଧ୍ୟ ବିଜେପିରେ ମିଶିଛନ୍ତି। xyxy=(236,212,324,269)
column-rule xyxy=(234,62,235,638)
magenta-dot xyxy=(64,1249,70,1255)
story-text: ବ୍ରିଗେଡ ପଡ଼ିଆରେ ଆଗାମୀ ୭ ଡିସେମ୍ବରରେ 'ପାଞ୍ଚ ଲକ୍ଷ କଣ୍ଠ'ରେ ଗୀତାପାଠ ଆୟୋଜନ କରାଯିବ। ଏହାର ଆୟୋଜକ ସନାତନ ସଂସ୍କୃତି ସଂସଦ। ୨୦୨୩ ମସିହାରେ ମଧ୍ୟ ଏହିପରି ଆୟୋଜନ ହୋଇଥିଲା। xyxy=(614,670,776,702)
grayscale-swatch xyxy=(652,1249,682,1255)
cyan-dot xyxy=(684,1249,690,1255)
story-text: ପାଇଁ ନିବେଶ କରାଯିବ। ରାଜ୍ୟର ଆର୍ଥିକ ବିକାଶ ପାଇଁ ଲକ୍ଷ୍ୟ ସ୍ଥିର କରାଯାଇଛି। xyxy=(172,1144,312,1160)
story-text: ପୋଲିସ ଘଟଣାର ତଦନ୍ତ ଜାରି ରଖିଛି। ପରିବାର ଲୋକଙ୍କ ଅଭିଯୋଗ ଆଧାରରେ ମାମଲା ରୁଜୁ କରାଯାଇଛି। xyxy=(24,1164,164,1188)
story-text: ୧୫ ବର୍ଷ ଧରି ସଂଖ୍ୟାଲଘୁମାନେ ଓ'ଟ ଦାନ କରିଆସିଛନ୍ତି। ମମତା ବାନାର୍ଜୀଙ୍କ ଅହଂକାର ଭାଙ୍ଗିବି ବୋଲି ହୁମାୟୁନ କବିର କହିଛନ୍ତି। xyxy=(472,578,604,603)
story-sonali-body-2 xyxy=(476,482,604,524)
divider xyxy=(24,229,232,230)
dateline: କୋଲକାତା,୬।୧୨(ସଂଚାର ବ୍ୟୁରୋ): xyxy=(614,670,697,677)
photo-face xyxy=(152,354,190,400)
section-heading: ଆକାଉଣ୍ଟଙ୍କୁ... xyxy=(24,695,128,713)
banner-bracket xyxy=(154,654,164,678)
story-text: ରେ ଖର୍ଚ୍ଚ କରି ନେବା ପାଇଁ ଯୋଜନା କରାଯାଇଛି। ଏଥିପାଇଁ ପ୍ରସ୍ତୁତି ଆରମ୍ଭ ହୋଇଛି। xyxy=(172,1002,312,1019)
story-text: ବାରବାଟୀ ଷ୍ଟାଡିୟମରେ ଟି-୨୦ ମ୍ୟାଚ୍ ପାଇଁ ଦର୍ଶକଙ୍କ ସୁବିଧା ନିମନ୍ତେ ସ୍ୱତନ୍ତ୍ର ଆମ ବସ୍ ଚଳାଚଳ କରିବ। ବିଭିନ୍ନ ସ୍ଥାନରୁ ବସ୍ ଉପଲବ୍ଧ ରହିବ। xyxy=(614,1095,776,1119)
photo-gift xyxy=(104,122,174,156)
story-text: ସାଜେନ ରହିବ ବୋଲି ଚାଷୀ ଦାବି କରିଛନ୍ତି। ପ୍ରଶାସନ ପକ୍ଷରୁ ଏ ନେଇ ତଦନ୍ତ କରାଯାଉଛି। ଘଟଣା ସ୍ଥଳରେ ପୋଲିସ ପହଞ୍ଚି ଜଣଙ୍କୁ ଗିରଫ କରିଛି। ଏହି ଘଟଣାକୁ ନେଇ ଅଞ୍ଚଳରେ ଉତ୍ତେଜନା ଦେଖାଦେଇଛି। xyxy=(320,824,460,857)
section-heading: ଖୋଜା... xyxy=(24,1133,78,1151)
grayscale-swatch xyxy=(716,1249,740,1255)
story-text: ରେ ଖର୍ଚ୍ଚ କରି ନେବା ପାଇଁ ଯୋଜନା କରାଯାଇଛି। ଏଥିପାଇଁ ପ୍ରସ୍ତୁତି ଆରମ୍ଭ ହୋଇଛି। xyxy=(172,1011,312,1027)
photo-figure xyxy=(59,70,97,114)
masthead-rule xyxy=(24,57,776,59)
story-text: ରାଜନେତା ମାନସିକ ଦାରିଦ୍ର୍ୟରୁ ମୁକ୍ତ ହେବା ଦରକାର ବୋଲି କହିଛନ୍ତି। ବିଭିନ୍ନ ଯୋଜନା ଓ ପ୍ରକଳ୍ପ ନେଇ ସମୀକ୍ଷା କରାଯାଇଛି। ରାଜ୍ୟର ବିକାଶ ପାଇଁ ସମସ୍ତଙ୍କ ସହଯୋଗ ଆବଶ୍ୟକ ବୋଲି ସେ ମତ ଦେଇଛନ୍ତି। xyxy=(24,444,230,468)
date-or: ରବିବାର ୭ ଡିସେମ୍ବର ୨୦୨୫ xyxy=(560,36,639,44)
continuation-body xyxy=(320,1156,460,1240)
photo-figure xyxy=(546,382,586,472)
photo-figure xyxy=(342,562,378,632)
dateline: ଜଗତସିଂହପୁର,୬।୧୨ (ସଂଚାର ବ୍ୟୁରୋ): xyxy=(620,298,711,305)
